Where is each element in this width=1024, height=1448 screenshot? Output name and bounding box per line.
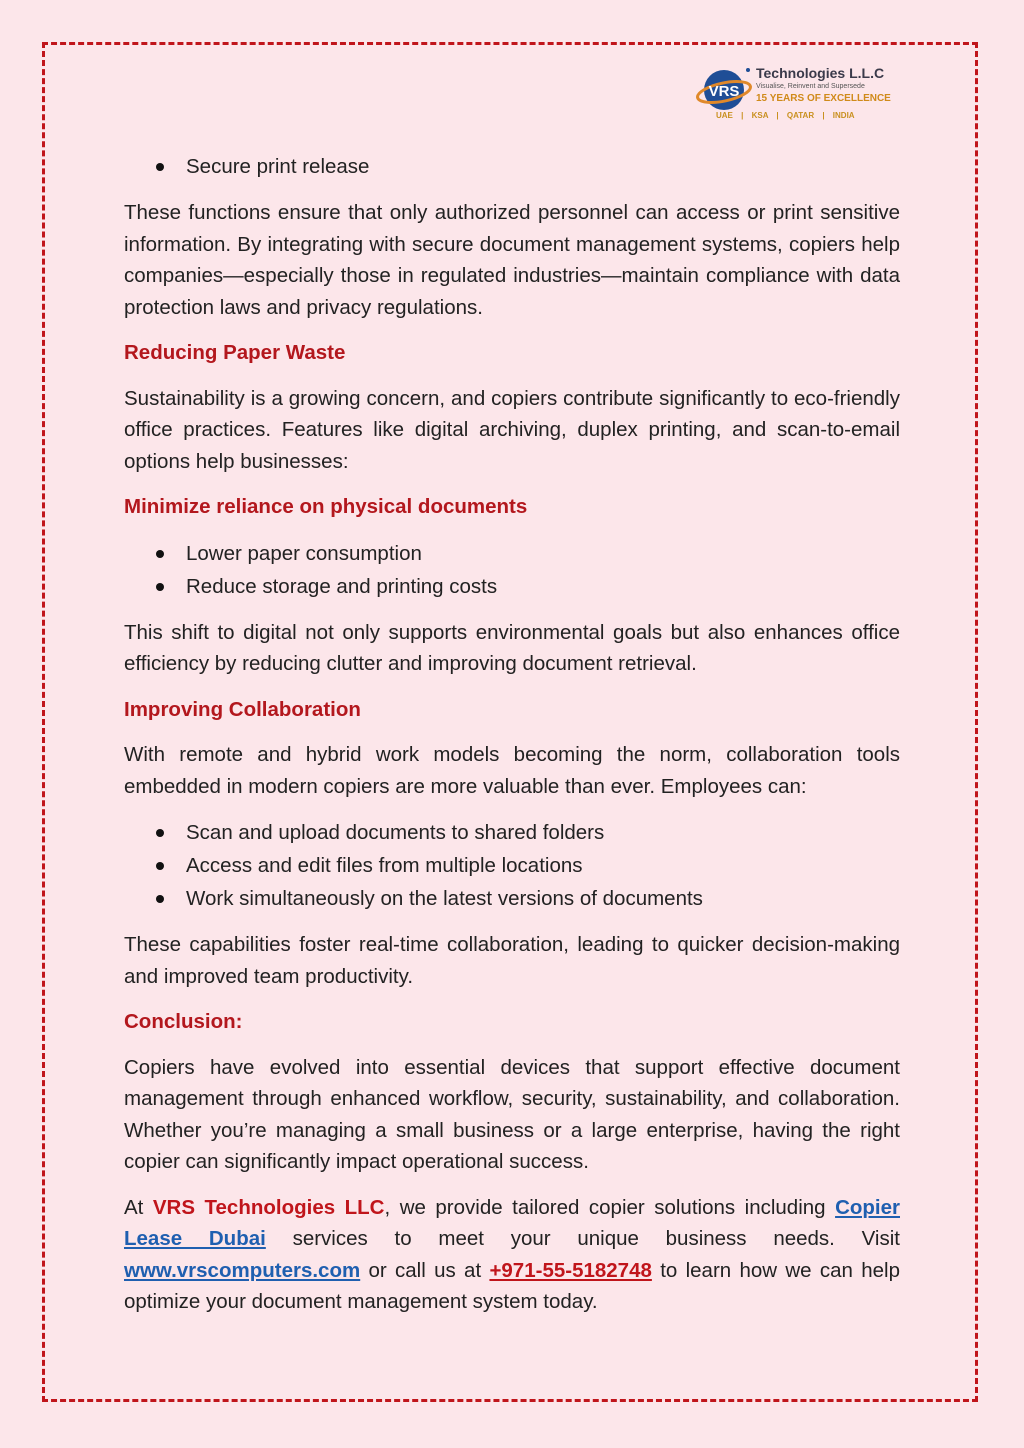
text-segment: or call us at xyxy=(360,1258,490,1282)
heading-minimize-reliance: Minimize reliance on physical documents xyxy=(124,495,528,518)
list-item: Lower paper consumption xyxy=(186,537,900,570)
logo-tagline: Visualise, Reinvent and Supersede xyxy=(756,83,865,90)
list-item: Reduce storage and printing costs xyxy=(186,570,900,603)
company-logo xyxy=(696,62,906,124)
heading-conclusion: Conclusion: xyxy=(124,1010,243,1033)
logo-mark: VRS xyxy=(708,83,740,100)
paragraph-capabilities: These capabilities foster real-time collaboration, leading to quicker decision-making and improved team productivity. xyxy=(124,933,900,988)
paragraph-collaboration: With remote and hybrid work models becoming the norm, collaboration tools embedded in modern copiers are more valuable than ever. Employees can: xyxy=(124,743,900,798)
heading-reducing-paper-waste: Reducing Paper Waste xyxy=(124,341,346,364)
phone-link[interactable]: +971-55-5182748 xyxy=(489,1258,652,1282)
paragraph-security: These functions ensure that only authorized personnel can access or print sensitive information. By integrating with secure document management systems, copiers help companies—especially those in regulated industries—maintain compliance with data protection laws and privacy regulations. xyxy=(124,201,900,319)
logo-regions: UAE | KSA | QATAR | INDIA xyxy=(716,111,855,120)
list-item: Scan and upload documents to shared folders xyxy=(186,816,900,849)
document-body xyxy=(124,150,900,1318)
text-at: At xyxy=(124,1195,153,1219)
text-segment: to learn how we can help optimize your document management system today. xyxy=(124,1258,900,1313)
brand-name: VRS Technologies LLC xyxy=(152,1195,385,1219)
paragraph-sustainability: Sustainability is a growing concern, and copiers contribute significantly to eco-friendly office practices. Features like digital archiving, duplex printing, and scan-to-email options help businesses: xyxy=(124,386,900,473)
logo-company-name: Technologies L.L.C xyxy=(756,65,885,81)
text-segment: , we provide tailored copier solutions including xyxy=(384,1195,836,1219)
list-item: Secure print release xyxy=(186,150,900,183)
website-link[interactable]: www.vrscomputers.com xyxy=(124,1258,361,1282)
bullet-list-security xyxy=(124,150,900,183)
list-item: Work simultaneously on the latest versions of documents xyxy=(186,882,900,915)
paragraph-conclusion: Copiers have evolved into essential devices that support effective document management through enhanced workflow, security, sustainability, and collaboration. Whether you’re managing a small business or a large enterprise, having the right copier can significantly impact operational success. xyxy=(124,1055,900,1173)
copier-lease-dubai-link[interactable]: Copier Lease Dubai xyxy=(124,1195,900,1250)
heading-improving-collaboration: Improving Collaboration xyxy=(124,697,361,721)
paragraph-contact xyxy=(124,1192,900,1318)
bullet-list-collaboration xyxy=(124,816,900,915)
bullet-list-minimize xyxy=(124,537,900,603)
globe-logo-icon xyxy=(696,64,754,114)
logo-years: 15 YEARS OF EXCELLENCE xyxy=(756,93,891,104)
paragraph-digital-shift: This shift to digital not only supports environmental goals but also enhances office efficiency by reducing clutter and improving document retrieval. xyxy=(124,620,900,675)
list-item: Access and edit files from multiple locations xyxy=(186,849,900,882)
text-segment: services to meet your unique business needs. Visit xyxy=(265,1227,900,1250)
